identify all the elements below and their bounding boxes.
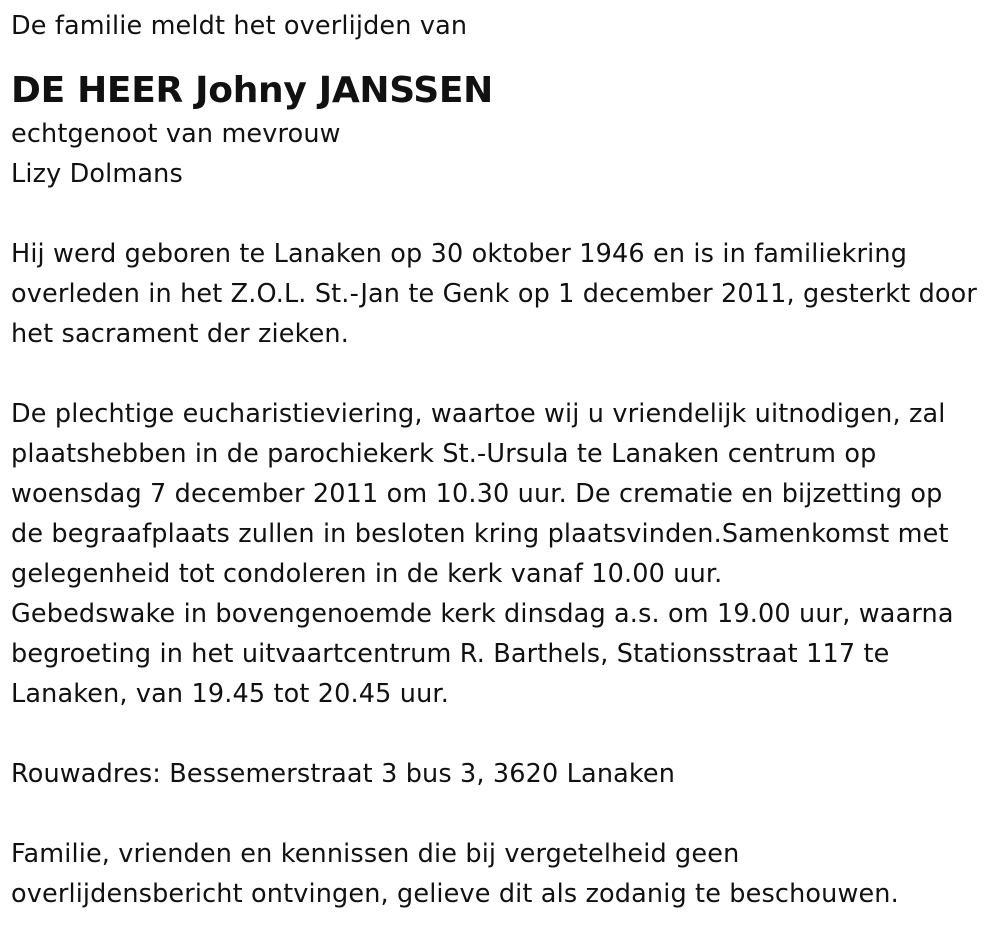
intro-text: De familie meldt het overlijden van	[11, 11, 468, 41]
spouse-name: Lizy Dolmans	[11, 159, 183, 189]
paragraph-line: de begraafplaats zullen in besloten kring plaatsvinden.Samenkomst met	[11, 519, 949, 549]
paragraph-line: Lanaken, van 19.45 tot 20.45 uur.	[11, 679, 449, 709]
paragraph-line: De plechtige eucharistieviering, waartoe wij u vriendelijk uitnodigen, zal	[11, 399, 946, 429]
paragraph-line: Familie, vrienden en kennissen die bij vergetelheid geen	[11, 839, 740, 869]
paragraph-line: plaatshebben in de parochiekerk St.-Ursula te Lanaken centrum op	[11, 439, 877, 469]
spacer	[11, 714, 990, 754]
spacer	[11, 794, 990, 834]
paragraph-line: overleden in het Z.O.L. St.-Jan te Genk op 1 december 2011, gesterkt door	[11, 279, 978, 309]
ceremony-paragraph	[11, 394, 990, 714]
spacer	[11, 194, 990, 234]
mourning-address: Rouwadres: Bessemerstraat 3 bus 3, 3620 Lanaken	[11, 759, 676, 789]
paragraph-line: begroeting in het uitvaartcentrum R. Barthels, Stationsstraat 117 te	[11, 639, 890, 669]
paragraph-line: gelegenheid tot condoleren in de kerk vanaf 10.00 uur.	[11, 559, 723, 589]
paragraph-line: Hij werd geboren te Lanaken op 30 oktober 1946 en is in familiekring	[11, 239, 908, 269]
paragraph-line: woensdag 7 december 2011 om 10.30 uur. De crematie en bijzetting op	[11, 479, 943, 509]
paragraph-line: overlijdensbericht ontvingen, gelieve dit als zodanig te beschouwen.	[11, 879, 899, 909]
deceased-name: DE HEER Johny JANSSEN	[11, 70, 494, 111]
paragraph-line: het sacrament der zieken.	[11, 319, 349, 349]
spouse-line-1: echtgenoot van mevrouw	[11, 119, 341, 149]
spacer	[11, 354, 990, 394]
paragraph-line: Gebedswake in bovengenoemde kerk dinsdag a.s. om 19.00 uur, waarna	[11, 599, 954, 629]
birth-death-paragraph	[11, 234, 990, 354]
closing-paragraph	[11, 834, 990, 914]
